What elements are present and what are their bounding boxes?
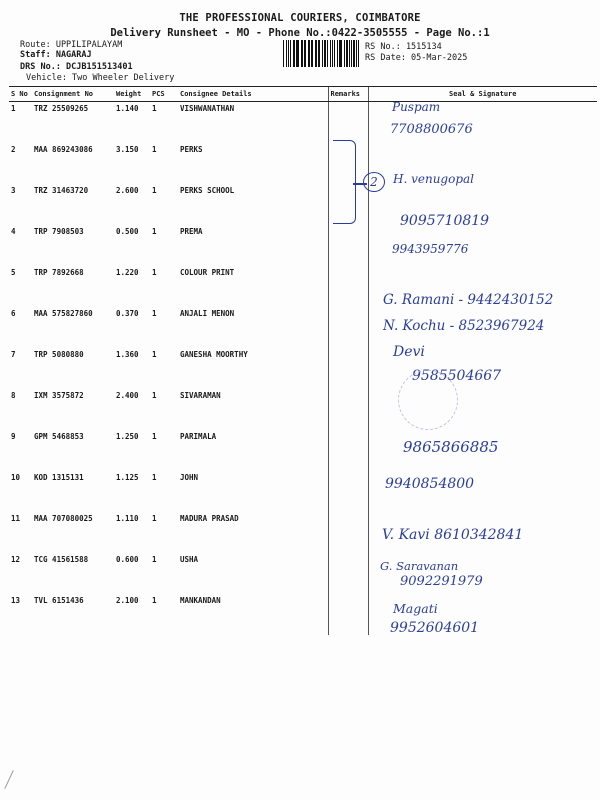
- table-row: [9, 430, 597, 471]
- handwriting-signature: Magati: [393, 601, 438, 616]
- cell-consignment: TRZ 25509265: [34, 104, 89, 113]
- cell-remarks: [328, 512, 368, 553]
- table-row: [9, 594, 597, 635]
- cell-consignee: MANKANDAN: [180, 596, 221, 605]
- cell-consignee: VISHWANATHAN: [180, 104, 235, 113]
- barcode-bar: [353, 40, 354, 67]
- barcode-bar: [319, 40, 320, 67]
- handwriting-phone: 9943959776: [392, 242, 469, 256]
- cell-sno: 11: [11, 514, 21, 523]
- cell-consignee: GANESHA MOORTHY: [180, 350, 248, 359]
- handwriting-phone: 9952604601: [390, 620, 480, 636]
- cell-pcs: 1: [152, 350, 157, 359]
- rs-number: RS No.: 1515134: [365, 42, 442, 52]
- route-label: Route: UPPILIPALAYAM: [20, 40, 123, 50]
- bracket-mark: [333, 140, 356, 224]
- barcode-bar: [349, 40, 350, 67]
- cell-pcs: 1: [152, 268, 157, 277]
- barcode-bar: [311, 40, 312, 67]
- cell-consignee: COLOUR PRINT: [180, 268, 235, 277]
- barcode-bar: [344, 40, 345, 67]
- cell-weight: 1.125: [116, 473, 139, 482]
- barcode-bar: [337, 40, 338, 67]
- page-title: THE PROFESSIONAL COURIERS, COIMBATORE: [179, 12, 421, 24]
- handwriting-signature: N. Kochu - 8523967924: [383, 318, 545, 334]
- cell-remarks: [328, 553, 368, 594]
- col-remarks: Remarks: [328, 87, 368, 102]
- cell-pcs: 1: [152, 145, 157, 154]
- barcode-bar: [339, 40, 340, 67]
- table-row: [9, 184, 597, 225]
- barcode-bar: [340, 40, 341, 67]
- cell-pcs: 1: [152, 391, 157, 400]
- col-sno: S No: [9, 87, 32, 102]
- barcode-bar: [302, 40, 303, 67]
- table-row: [9, 389, 597, 430]
- cell-remarks: [328, 102, 368, 144]
- handwriting-phone: 9865866885: [403, 438, 499, 456]
- barcode-bar: [293, 40, 295, 67]
- cell-remarks: [328, 430, 368, 471]
- page-subtitle: Delivery Runsheet - MO - Phone No.:0422-3505555 - Page No.:1: [110, 27, 490, 39]
- cell-consignee: PERKS SCHOOL: [180, 186, 235, 195]
- handwriting-signature: G. Saravanan: [380, 559, 459, 573]
- cell-weight: 2.600: [116, 186, 139, 195]
- table-row: [9, 471, 597, 512]
- faint-stamp: [398, 370, 458, 430]
- cell-pcs: 1: [152, 514, 157, 523]
- cell-weight: 2.400: [116, 391, 139, 400]
- cell-consignee: USHA: [180, 555, 199, 564]
- cell-consignment: KOD 1315131: [34, 473, 84, 482]
- cell-weight: 0.600: [116, 555, 139, 564]
- cell-sno: 13: [11, 596, 21, 605]
- handwriting-phone: 9095710819: [400, 213, 490, 229]
- cell-consignment: MAA 869243086: [34, 145, 93, 154]
- barcode-bar: [296, 40, 297, 67]
- cell-consignment: IXM 3575872: [34, 391, 84, 400]
- handwriting-phone: 9092291979: [400, 574, 483, 589]
- barcode: [283, 40, 360, 67]
- table-header-row: [9, 87, 597, 102]
- cell-consignee: MADURA PRASAD: [180, 514, 239, 523]
- cell-consignment: TVL 6151436: [34, 596, 84, 605]
- col-consignee: Consignee Details: [178, 87, 328, 102]
- cell-consignee: SIVARAMAN: [180, 391, 221, 400]
- cell-weight: 1.140: [116, 104, 139, 113]
- cell-pcs: 1: [152, 309, 157, 318]
- cell-remarks: [328, 471, 368, 512]
- cell-sno: 4: [11, 227, 16, 236]
- runsheet-table: [9, 86, 597, 635]
- barcode-bar: [327, 40, 328, 67]
- cell-remarks: [328, 348, 368, 389]
- cell-consignment: TRP 7892668: [34, 268, 84, 277]
- barcode-bar: [332, 40, 333, 67]
- cell-consignee: PERKS: [180, 145, 203, 154]
- cell-consignment: GPM 5468853: [34, 432, 84, 441]
- cell-consignment: MAA 707080025: [34, 514, 93, 523]
- cell-pcs: 1: [152, 186, 157, 195]
- barcode-bar: [308, 40, 310, 67]
- cell-weight: 0.370: [116, 309, 139, 318]
- drs-label: DRS No.: DCJB151513401: [20, 62, 133, 72]
- col-pcs: PCS: [150, 87, 178, 102]
- cell-consignment: TCG 41561588: [34, 555, 89, 564]
- cell-sno: 7: [11, 350, 16, 359]
- barcode-bar: [351, 40, 352, 67]
- barcode-bar: [288, 40, 289, 67]
- table-row: [9, 102, 597, 144]
- handwriting-signature: G. Ramani - 9442430152: [383, 292, 554, 308]
- cell-sno: 8: [11, 391, 16, 400]
- barcode-bar: [358, 40, 359, 67]
- col-weight: Weight: [114, 87, 150, 102]
- table-row: [9, 143, 597, 184]
- cell-consignee: PARIMALA: [180, 432, 217, 441]
- cell-consignment: TRP 5080880: [34, 350, 84, 359]
- handwriting-phone: 9940854800: [385, 476, 475, 492]
- barcode-bar: [346, 40, 348, 67]
- cell-consignee: ANJALI MENON: [180, 309, 235, 318]
- cell-remarks: [328, 389, 368, 430]
- cell-sno: 1: [11, 104, 16, 113]
- cell-sno: 6: [11, 309, 16, 318]
- handwriting-signature: V. Kavi 8610342841: [382, 527, 524, 543]
- cell-weight: 3.150: [116, 145, 139, 154]
- rs-date: RS Date: 05-Mar-2025: [365, 53, 468, 63]
- cell-consignment: MAA 575827860: [34, 309, 93, 318]
- barcode-bar: [304, 40, 305, 67]
- cell-sno: 9: [11, 432, 16, 441]
- cell-sno: 10: [11, 473, 21, 482]
- cell-pcs: 1: [152, 473, 157, 482]
- cell-pcs: 1: [152, 227, 157, 236]
- cell-sno: 12: [11, 555, 21, 564]
- table-row: [9, 225, 597, 266]
- barcode-bar: [315, 40, 316, 67]
- barcode-bar: [324, 40, 326, 67]
- col-consignment: Consignment No: [32, 87, 114, 102]
- cell-remarks: [328, 307, 368, 348]
- handwriting-phone: 7708800676: [390, 122, 473, 137]
- staff-label: Staff: NAGARAJ: [20, 50, 92, 60]
- cell-weight: 1.110: [116, 514, 139, 523]
- barcode-bar: [330, 40, 331, 67]
- cell-pcs: 1: [152, 555, 157, 564]
- barcode-bar: [356, 40, 357, 67]
- cell-weight: 0.500: [116, 227, 139, 236]
- cell-remarks: [328, 266, 368, 307]
- cell-pcs: 1: [152, 104, 157, 113]
- barcode-bar: [322, 40, 323, 67]
- barcode-bar: [334, 40, 335, 67]
- cell-consignee: PREMA: [180, 227, 203, 236]
- cell-consignee: JOHN: [180, 473, 199, 482]
- cell-consignment: TRZ 31463720: [34, 186, 89, 195]
- cell-sno: 2: [11, 145, 16, 154]
- cell-remarks: [328, 225, 368, 266]
- handwriting-phone: 9585504667: [412, 368, 502, 384]
- handwriting-signature: Devi: [393, 344, 425, 360]
- table-row: [9, 553, 597, 594]
- barcode-bar: [297, 40, 298, 67]
- cell-weight: 1.360: [116, 350, 139, 359]
- barcode-bar: [290, 40, 291, 67]
- vehicle-label: Vehicle: Two Wheeler Delivery: [26, 73, 175, 83]
- cell-weight: 2.100: [116, 596, 139, 605]
- table-row: [9, 348, 597, 389]
- cell-remarks: [328, 594, 368, 635]
- corner-mark: [4, 770, 24, 794]
- handwriting-signature: Puspam: [392, 100, 441, 114]
- cell-weight: 1.250: [116, 432, 139, 441]
- barcode-bar: [312, 40, 313, 67]
- cell-sno: 3: [11, 186, 16, 195]
- cell-sno: 5: [11, 268, 16, 277]
- barcode-bar: [283, 40, 284, 67]
- cell-weight: 1.220: [116, 268, 139, 277]
- barcode-bar: [286, 40, 287, 67]
- cell-consignment: TRP 7908503: [34, 227, 84, 236]
- circled-number: 2: [363, 172, 385, 192]
- cell-pcs: 1: [152, 596, 157, 605]
- cell-pcs: 1: [152, 432, 157, 441]
- col-signature: Seal & Signature: [368, 87, 597, 102]
- barcode-bar: [301, 40, 302, 67]
- handwriting-signature: H. venugopal: [393, 172, 475, 186]
- barcode-bar: [318, 40, 319, 67]
